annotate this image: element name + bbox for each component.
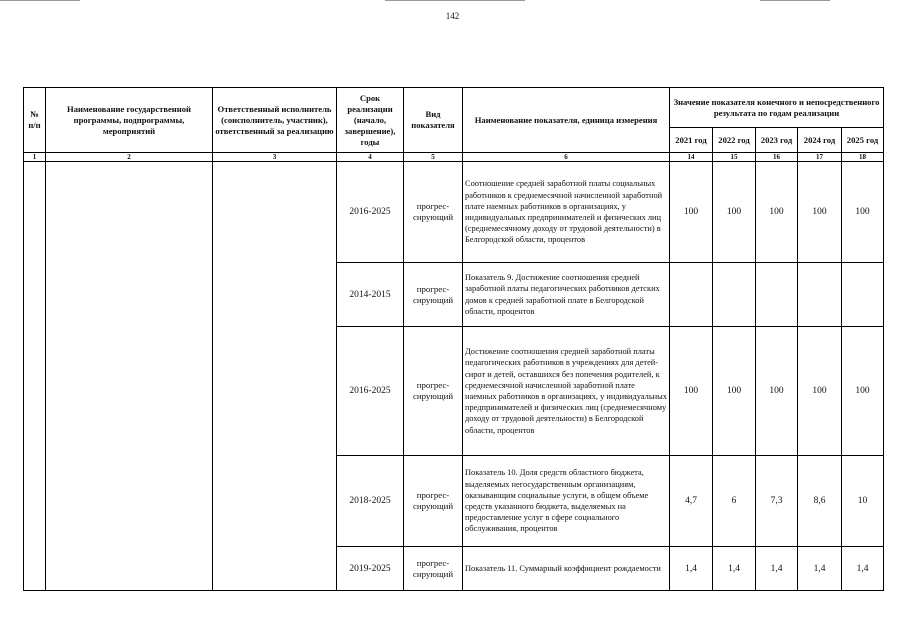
period-cell: 2016-2025 <box>337 327 404 456</box>
column-number: 3 <box>213 153 337 162</box>
value-cell: 100 <box>842 162 884 263</box>
header-year: 2023 год <box>756 128 798 153</box>
value-cell: 1,4 <box>713 547 756 591</box>
header-values-group: Значение показателя конечного и непосредственного результата по годам реализации <box>670 88 884 128</box>
indicator-name-cell: Достижение соотношения средней заработной платы педагогических работников в учреждениях для детей-сирот и детей, оставшихся без попечения родителей, к среднемесячной начисленной заработной плате наемных работников в организациях, у индивидуальных предпринимателей и физических лиц (среднемесячному доходу от трудовой деятельности) в Белгородской области, процентов <box>463 327 670 456</box>
value-cell: 100 <box>713 162 756 263</box>
value-cell: 100 <box>798 162 842 263</box>
column-number: 15 <box>713 153 756 162</box>
column-number: 4 <box>337 153 404 162</box>
header-num: № п/п <box>24 88 46 153</box>
value-cell: 1,4 <box>842 547 884 591</box>
value-cell: 100 <box>798 327 842 456</box>
type-cell: прогрес-сирующий <box>404 162 463 263</box>
scan-edge-line <box>385 0 525 1</box>
column-number: 1 <box>24 153 46 162</box>
header-year: 2021 год <box>670 128 713 153</box>
page-number: 142 <box>445 11 460 21</box>
header-program: Наименование государственной программы, подпрограммы, мероприятий <box>46 88 213 153</box>
header-year: 2022 год <box>713 128 756 153</box>
num-cell <box>24 162 46 591</box>
value-cell <box>713 263 756 327</box>
header-type: Вид показателя <box>404 88 463 153</box>
header-executor: Ответственный исполнитель (соисполнитель, участник), ответственный за реализацию <box>213 88 337 153</box>
type-cell: прогрес-сирующий <box>404 327 463 456</box>
table-row <box>24 162 884 263</box>
scan-edge-line <box>760 0 830 1</box>
period-cell: 2018-2025 <box>337 456 404 547</box>
column-number: 5 <box>404 153 463 162</box>
type-cell: прогрес-сирующий <box>404 263 463 327</box>
indicator-name-cell: Показатель 10. Доля средств областного бюджета, выделяемых негосударственным организациям, оказывающим социальные услуги, в общем объеме средств указанного бюджета, выделяемых на предоставление услуг в сфере социального обслуживания, процентов <box>463 456 670 547</box>
type-cell: прогрес-сирующий <box>404 547 463 591</box>
header-year: 2024 год <box>798 128 842 153</box>
scan-edge-line <box>0 0 80 1</box>
type-cell: прогрес-сирующий <box>404 456 463 547</box>
indicator-name-cell: Показатель 9. Достижение соотношения средней заработной платы педагогических работников детских домов к средней заработной плате в Белгородской области, процентов <box>463 263 670 327</box>
program-cell <box>46 162 213 591</box>
column-number: 14 <box>670 153 713 162</box>
header-indicator: Наименование показателя, единица измерения <box>463 88 670 153</box>
indicator-name-cell: Соотношение средней заработной платы социальных работников к среднемесячной начисленной заработной плате наемных работников в организациях, у индивидуальных предпринимателей и физических лиц (среднемесячному доходу от трудовой деятельности) в Белгородской области, процентов <box>463 162 670 263</box>
value-cell: 1,4 <box>670 547 713 591</box>
value-cell: 100 <box>842 327 884 456</box>
value-cell: 8,6 <box>798 456 842 547</box>
column-number: 18 <box>842 153 884 162</box>
value-cell: 6 <box>713 456 756 547</box>
period-cell: 2014-2015 <box>337 263 404 327</box>
value-cell: 4,7 <box>670 456 713 547</box>
period-cell: 2016-2025 <box>337 162 404 263</box>
value-cell <box>798 263 842 327</box>
value-cell <box>842 263 884 327</box>
value-cell: 100 <box>670 162 713 263</box>
value-cell: 1,4 <box>756 547 798 591</box>
column-number: 16 <box>756 153 798 162</box>
indicator-table <box>23 87 884 591</box>
period-cell: 2019-2025 <box>337 547 404 591</box>
column-number: 6 <box>463 153 670 162</box>
indicator-name-cell: Показатель 11. Суммарный коэффициент рождаемости <box>463 547 670 591</box>
value-cell <box>756 263 798 327</box>
column-number: 2 <box>46 153 213 162</box>
executor-cell <box>213 162 337 591</box>
value-cell <box>670 263 713 327</box>
value-cell: 100 <box>670 327 713 456</box>
header-year: 2025 год <box>842 128 884 153</box>
column-number: 17 <box>798 153 842 162</box>
value-cell: 100 <box>756 327 798 456</box>
header-term: Срок реализации (начало, завершение), годы <box>337 88 404 153</box>
value-cell: 100 <box>713 327 756 456</box>
value-cell: 100 <box>756 162 798 263</box>
value-cell: 1,4 <box>798 547 842 591</box>
value-cell: 7,3 <box>756 456 798 547</box>
value-cell: 10 <box>842 456 884 547</box>
